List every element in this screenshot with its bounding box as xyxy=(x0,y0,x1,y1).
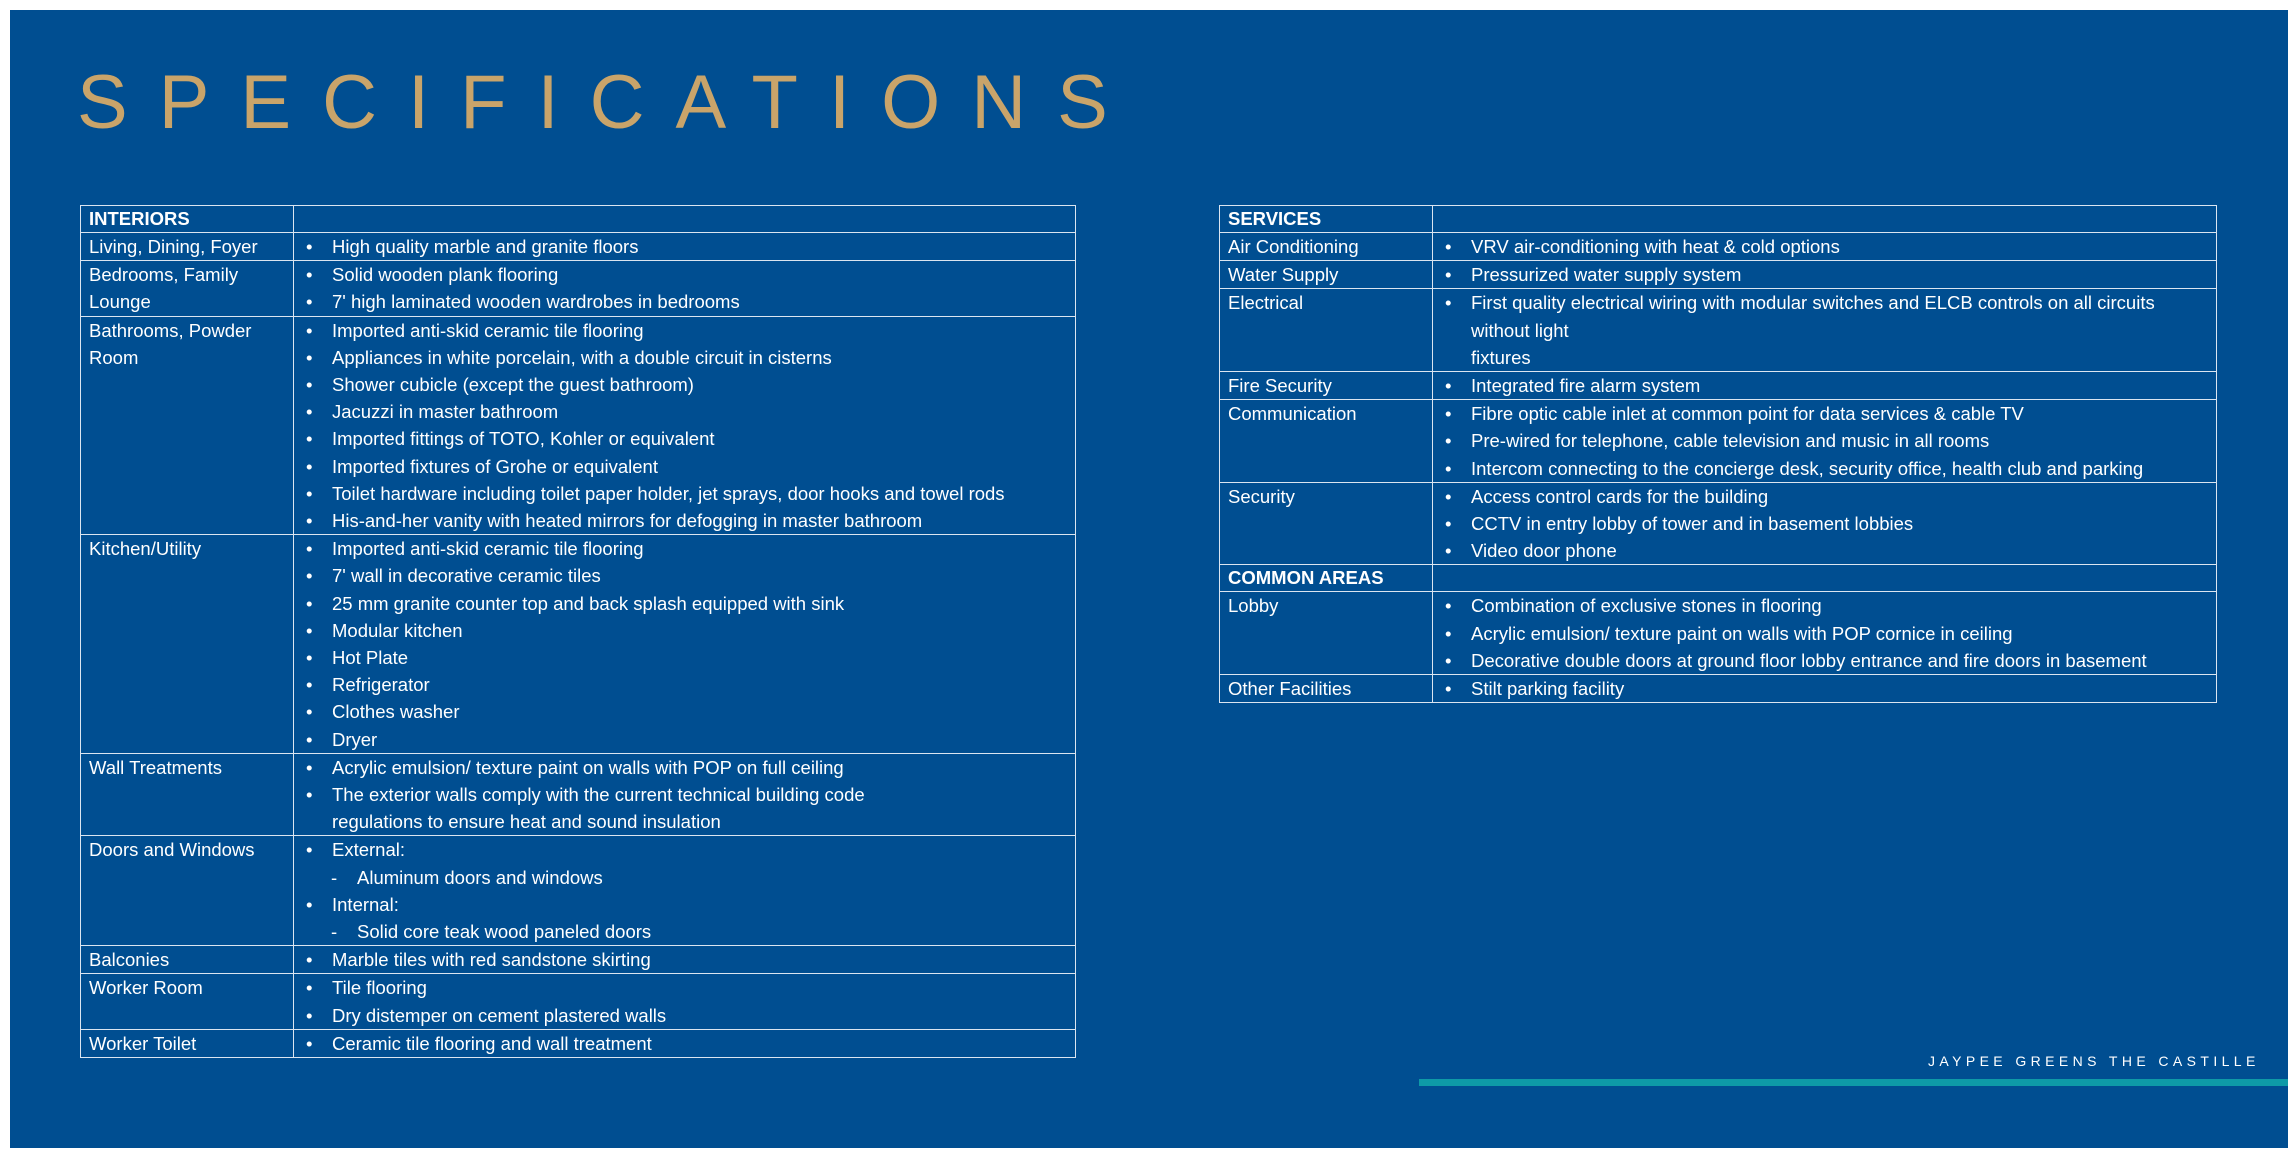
brochure-page xyxy=(10,10,2288,1148)
bullet-marker: • xyxy=(306,374,313,396)
bullet-marker: • xyxy=(306,784,313,806)
spec-item xyxy=(302,562,1075,589)
spec-item xyxy=(1441,537,2216,564)
spec-row xyxy=(1220,592,2217,675)
spec-item-list xyxy=(302,836,1075,945)
spec-row-details xyxy=(1433,289,2217,372)
spec-item-text: Imported fittings of TOTO, Kohler or equivalent xyxy=(332,428,715,450)
bullet-marker: • xyxy=(1445,622,1452,644)
spec-item-text: CCTV in entry lobby of tower and in basement lobbies xyxy=(1471,513,1914,535)
spec-item-text: High quality marble and granite floors xyxy=(332,236,639,257)
section-heading-services: SERVICES xyxy=(1220,206,1433,233)
bullet-marker: • xyxy=(1445,595,1452,617)
bullet-marker: • xyxy=(1445,485,1452,507)
spec-item-text: Fibre optic cable inlet at common point for data services & cable TV xyxy=(1471,403,2024,425)
spec-item-text: Intercom connecting to the concierge desk, security office, health club and parking xyxy=(1471,457,2144,479)
bullet-marker: • xyxy=(306,455,313,477)
spec-row-label: Worker Room xyxy=(81,974,294,1029)
spec-item-text: Aluminum doors and windows xyxy=(357,866,603,888)
spec-item xyxy=(302,344,1075,371)
spec-item-text: Hot Plate xyxy=(332,647,409,669)
spec-row-label: Other Facilities xyxy=(1220,675,1433,703)
spec-item xyxy=(302,261,1075,288)
spec-item-text: Appliances in white porcelain, with a double circuit in cisterns xyxy=(332,346,832,368)
spec-item xyxy=(302,371,1075,398)
spec-row-details xyxy=(1433,233,2217,261)
spec-item xyxy=(1441,510,2216,537)
services-table-body xyxy=(1220,206,2217,703)
spec-row xyxy=(81,535,1076,754)
spec-row xyxy=(1220,675,2217,703)
accent-line xyxy=(1419,1079,2288,1086)
spec-item-text: Imported anti-skid ceramic tile flooring xyxy=(332,319,644,341)
spec-row xyxy=(1220,289,2217,372)
spec-row-details xyxy=(294,836,1076,946)
spec-row-details xyxy=(294,535,1076,754)
spec-row xyxy=(81,974,1076,1029)
services-table xyxy=(1219,205,2217,703)
spec-item-list xyxy=(1441,261,2216,288)
bullet-marker: • xyxy=(306,428,313,450)
dash-marker: - xyxy=(331,866,338,888)
spec-item-list xyxy=(302,1030,1075,1057)
spec-row xyxy=(1220,482,2217,565)
spec-item xyxy=(302,754,1075,781)
spec-item-text: Acrylic emulsion/ texture paint on walls with POP on full ceiling xyxy=(332,756,844,778)
spec-item-text: Solid core teak wood paneled doors xyxy=(357,921,652,943)
spec-item-text: Access control cards for the building xyxy=(1471,485,1769,507)
bullet-marker: • xyxy=(306,647,313,669)
bullet-marker: • xyxy=(1445,540,1452,562)
spec-row-label: Bedrooms, Family Lounge xyxy=(81,261,294,316)
section-heading-empty-cell xyxy=(1433,206,2217,233)
bullet-marker: • xyxy=(306,839,313,861)
bullet-marker: • xyxy=(306,319,313,341)
bullet-marker: • xyxy=(306,728,313,750)
spec-item-list xyxy=(302,974,1075,1028)
bullet-marker: • xyxy=(1445,513,1452,535)
spec-row-details xyxy=(294,974,1076,1029)
spec-row xyxy=(81,836,1076,946)
spec-item-text: Marble tiles with red sandstone skirting xyxy=(332,949,651,971)
bullet-marker: • xyxy=(306,510,313,532)
bullet-marker: • xyxy=(306,756,313,778)
spec-item xyxy=(302,726,1075,753)
spec-item-text: First quality electrical wiring with modular switches and ELCB controls on all circuits without light xyxy=(1471,292,2155,341)
spec-row-label: Security xyxy=(1220,482,1433,565)
bullet-marker: • xyxy=(306,236,313,257)
bullet-marker: • xyxy=(306,893,313,915)
spec-item xyxy=(1441,455,2216,482)
spec-row xyxy=(81,946,1076,974)
spec-item xyxy=(302,1002,1075,1029)
bullet-marker: • xyxy=(306,538,313,560)
spec-item-list xyxy=(302,754,1075,836)
spec-row xyxy=(1220,400,2217,483)
spec-item xyxy=(1441,372,2216,399)
spec-item-text: His-and-her vanity with heated mirrors for defogging in master bathroom xyxy=(332,510,923,532)
spec-item xyxy=(302,480,1075,507)
spec-item xyxy=(302,617,1075,644)
spec-item-text: Pre-wired for telephone, cable television and music in all rooms xyxy=(1471,430,1990,452)
spec-item-list xyxy=(302,535,1075,753)
spec-row-label: Doors and Windows xyxy=(81,836,294,946)
spec-item-text: Clothes washer xyxy=(332,701,460,723)
spec-item-list xyxy=(302,261,1075,315)
spec-item xyxy=(302,507,1075,534)
section-heading-interiors: INTERIORS xyxy=(81,206,294,233)
spec-item-text: Refrigerator xyxy=(332,674,430,696)
spec-row-details xyxy=(294,261,1076,316)
spec-item-text: 25 mm granite counter top and back splash equipped with sink xyxy=(332,592,845,614)
spec-item-text: Internal: xyxy=(332,893,399,915)
spec-item-list xyxy=(1441,592,2216,674)
spec-row-details xyxy=(294,946,1076,974)
spec-item xyxy=(302,836,1075,863)
spec-row-label: Kitchen/Utility xyxy=(81,535,294,754)
spec-item xyxy=(302,453,1075,480)
bullet-marker: • xyxy=(306,619,313,641)
bullet-marker: • xyxy=(1445,375,1452,397)
bullet-marker: • xyxy=(306,482,313,504)
spec-item xyxy=(302,698,1075,725)
spec-row-label: Living, Dining, Foyer xyxy=(81,233,294,261)
spec-item-text: Stilt parking facility xyxy=(1471,678,1625,700)
spec-item xyxy=(1441,400,2216,427)
spec-item xyxy=(302,398,1075,425)
spec-item xyxy=(302,288,1075,315)
spec-item-list xyxy=(302,233,1075,260)
spec-item xyxy=(302,644,1075,671)
spec-item xyxy=(302,671,1075,698)
spec-row-label: Balconies xyxy=(81,946,294,974)
spec-row-details xyxy=(1433,675,2217,703)
spec-row-details xyxy=(294,233,1076,261)
spec-row xyxy=(1220,372,2217,400)
spec-item xyxy=(302,590,1075,617)
spec-item-list xyxy=(1441,675,2216,702)
bullet-marker: • xyxy=(306,1004,313,1026)
spec-row xyxy=(1220,261,2217,289)
spec-item-text: Acrylic emulsion/ texture paint on walls with POP cornice in ceiling xyxy=(1471,622,2013,644)
spec-row xyxy=(81,261,1076,316)
spec-item-text: fixtures xyxy=(1471,346,1531,368)
spec-item-text: VRV air-conditioning with heat & cold options xyxy=(1471,236,1840,257)
page-title: SPECIFICATIONS xyxy=(77,60,1139,145)
bullet-marker: • xyxy=(306,949,313,971)
bullet-marker: • xyxy=(306,565,313,587)
bullet-marker: • xyxy=(306,264,313,286)
spec-row-label: Fire Security xyxy=(1220,372,1433,400)
spec-item xyxy=(1441,261,2216,288)
spec-item xyxy=(302,891,1075,918)
bullet-marker: • xyxy=(306,592,313,614)
interiors-table-body xyxy=(81,206,1076,1058)
bullet-marker: • xyxy=(1445,430,1452,452)
spec-sub-item xyxy=(302,918,1075,945)
spec-item xyxy=(302,974,1075,1001)
spec-item xyxy=(1441,592,2216,619)
spec-item-list xyxy=(1441,400,2216,482)
bullet-marker: • xyxy=(1445,292,1452,314)
spec-row-details xyxy=(294,753,1076,836)
spec-row-details xyxy=(294,316,1076,535)
spec-item-list xyxy=(302,946,1075,973)
spec-row-details xyxy=(1433,400,2217,483)
spec-item-text: The exterior walls comply with the current technical building code xyxy=(332,784,865,806)
bullet-marker: • xyxy=(306,346,313,368)
spec-item-text: Decorative double doors at ground floor lobby entrance and fire doors in basement xyxy=(1471,649,2147,671)
spec-row-details xyxy=(294,1029,1076,1057)
bullet-marker: • xyxy=(1445,236,1452,257)
spec-item xyxy=(302,317,1075,344)
spec-row-label: Electrical xyxy=(1220,289,1433,372)
section-heading-common-areas: COMMON AREAS xyxy=(1220,565,1433,592)
spec-item-continuation xyxy=(1441,344,2216,371)
spec-item xyxy=(302,535,1075,562)
bullet-marker: • xyxy=(1445,678,1452,700)
spec-item xyxy=(302,781,1075,808)
bullet-marker: • xyxy=(306,291,313,313)
section-heading-row xyxy=(1220,565,2217,592)
section-heading-empty-cell xyxy=(294,206,1076,233)
spec-row-details xyxy=(1433,261,2217,289)
spec-item xyxy=(1441,289,2216,343)
spec-item xyxy=(1441,427,2216,454)
spec-item-list xyxy=(1441,372,2216,399)
spec-item-text: Combination of exclusive stones in flooring xyxy=(1471,595,1822,617)
spec-row-label: Water Supply xyxy=(1220,261,1433,289)
spec-item xyxy=(1441,647,2216,674)
spec-item-text: Ceramic tile flooring and wall treatment xyxy=(332,1032,652,1054)
bullet-marker: • xyxy=(306,977,313,999)
spec-item xyxy=(1441,620,2216,647)
spec-row xyxy=(1220,233,2217,261)
spec-item-text: Modular kitchen xyxy=(332,619,463,641)
spec-row xyxy=(81,233,1076,261)
spec-item-list xyxy=(1441,233,2216,260)
spec-row-details xyxy=(1433,372,2217,400)
spec-item-text: Jacuzzi in master bathroom xyxy=(332,401,559,423)
spec-item-text: regulations to ensure heat and sound insulation xyxy=(332,811,721,833)
footer-brand-label: JAYPEE GREENS THE CASTILLE xyxy=(1928,1053,2260,1069)
spec-item-text: Dry distemper on cement plastered walls xyxy=(332,1004,667,1026)
bullet-marker: • xyxy=(1445,457,1452,479)
section-heading-row xyxy=(1220,206,2217,233)
spec-item xyxy=(1441,483,2216,510)
bullet-marker: • xyxy=(1445,403,1452,425)
spec-row-label: Communication xyxy=(1220,400,1433,483)
spec-row-label: Wall Treatments xyxy=(81,753,294,836)
bullet-marker: • xyxy=(1445,264,1452,286)
bullet-marker: • xyxy=(306,1032,313,1054)
spec-item-text: Imported fixtures of Grohe or equivalent xyxy=(332,455,658,477)
spec-item-text: Video door phone xyxy=(1471,540,1617,562)
bullet-marker: • xyxy=(1445,649,1452,671)
spec-item xyxy=(302,425,1075,452)
bullet-marker: • xyxy=(306,701,313,723)
spec-item-text: Integrated fire alarm system xyxy=(1471,375,1701,397)
spec-item-continuation xyxy=(302,808,1075,835)
spec-row-label: Air Conditioning xyxy=(1220,233,1433,261)
section-heading-empty-cell xyxy=(1433,565,2217,592)
spec-row-details xyxy=(1433,482,2217,565)
spec-item-text: Imported anti-skid ceramic tile flooring xyxy=(332,538,644,560)
spec-row-label: Worker Toilet xyxy=(81,1029,294,1057)
spec-item-text: Shower cubicle (except the guest bathroom) xyxy=(332,374,694,396)
spec-row xyxy=(81,316,1076,535)
spec-item-text: 7' high laminated wooden wardrobes in bedrooms xyxy=(332,291,740,313)
section-heading-row xyxy=(81,206,1076,233)
spec-item-text: External: xyxy=(332,839,406,861)
spec-item-text: Toilet hardware including toilet paper holder, jet sprays, door hooks and towel rods xyxy=(332,482,1005,504)
spec-item xyxy=(1441,675,2216,702)
bullet-marker: • xyxy=(306,674,313,696)
spec-item-text: Pressurized water supply system xyxy=(1471,264,1742,286)
spec-item-text: Tile flooring xyxy=(332,977,427,999)
spec-item xyxy=(302,233,1075,260)
spec-item-text: Dryer xyxy=(332,728,378,750)
spec-row-label: Lobby xyxy=(1220,592,1433,675)
spec-item xyxy=(302,1030,1075,1057)
spec-row xyxy=(81,1029,1076,1057)
dash-marker: - xyxy=(331,921,338,943)
spec-item-list xyxy=(1441,483,2216,565)
spec-item-text: 7' wall in decorative ceramic tiles xyxy=(332,565,601,587)
spec-item-list xyxy=(1441,289,2216,371)
spec-item-list xyxy=(302,317,1075,535)
spec-item xyxy=(1441,233,2216,260)
bullet-marker: • xyxy=(306,401,313,423)
spec-item xyxy=(302,946,1075,973)
spec-item-text: Solid wooden plank flooring xyxy=(332,264,559,286)
spec-row-label: Bathrooms, Powder Room xyxy=(81,316,294,535)
spec-sub-item xyxy=(302,864,1075,891)
spec-row xyxy=(81,753,1076,836)
spec-row-details xyxy=(1433,592,2217,675)
interiors-table xyxy=(80,205,1076,1058)
